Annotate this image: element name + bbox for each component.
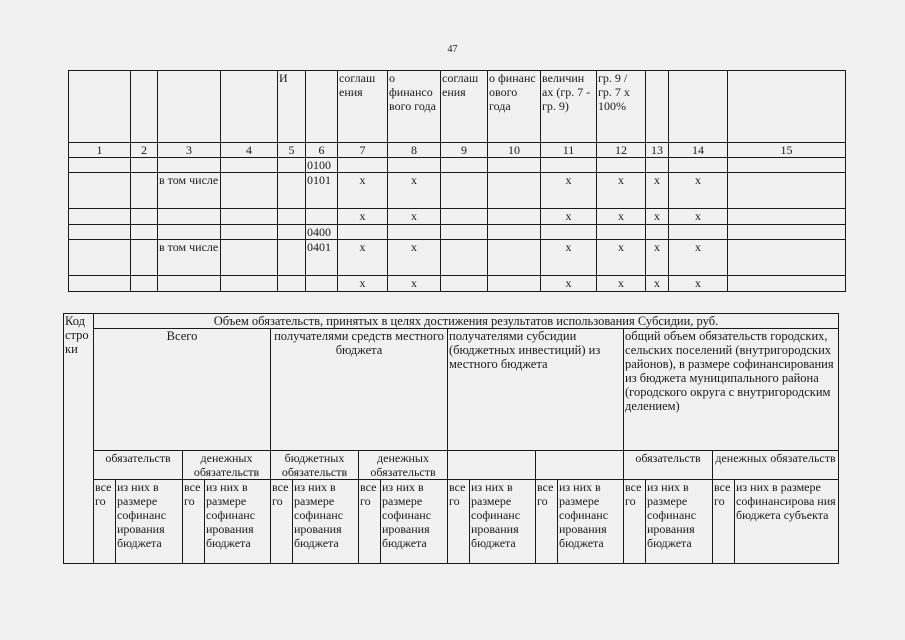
table-cell (278, 276, 306, 292)
table-cell (669, 158, 728, 173)
column-number: 3 (158, 143, 221, 158)
table-cell (488, 173, 541, 209)
page-number: 47 (447, 44, 458, 55)
table-cell: х (338, 240, 388, 276)
table-cell: х (646, 276, 669, 292)
table-cell (221, 225, 278, 240)
table-cell: х (669, 240, 728, 276)
table-cell (488, 276, 541, 292)
header-cell: гр. 9 / гр. 7 х 100% (597, 71, 646, 143)
leaf-header-all: все го (448, 480, 470, 564)
column-number: 2 (131, 143, 158, 158)
table-cell (488, 240, 541, 276)
table-cell (158, 209, 221, 225)
table-cell (646, 158, 669, 173)
table-cell (69, 209, 131, 225)
table-cell (441, 209, 488, 225)
table-cell (131, 240, 158, 276)
table-cell (597, 158, 646, 173)
header-cell (728, 71, 846, 143)
table-cell: 0100 (306, 158, 338, 173)
table-cell: х (646, 240, 669, 276)
table-cell (338, 158, 388, 173)
table-row (69, 225, 846, 240)
header-cell (131, 71, 158, 143)
table-cell: х (669, 209, 728, 225)
column-number: 6 (306, 143, 338, 158)
column-number: 12 (597, 143, 646, 158)
table-cell (597, 225, 646, 240)
table-cell (441, 225, 488, 240)
table-cell (158, 225, 221, 240)
table-cell (541, 225, 597, 240)
table-cell: х (541, 276, 597, 292)
table-title: Объем обязательств, принятых в целях достижения результатов использования Субсидии, руб. (94, 314, 839, 329)
subgroup-header (448, 451, 536, 480)
group-header-local-budget-recipients: получателями средств местного бюджета (271, 329, 448, 451)
table-cell: х (388, 173, 441, 209)
table-cell (728, 173, 846, 209)
header-cell (669, 71, 728, 143)
table-cell (278, 173, 306, 209)
table-cell (221, 209, 278, 225)
table-cell (728, 240, 846, 276)
table-cell: х (338, 276, 388, 292)
table-cell (441, 240, 488, 276)
group-header-subsidy-recipients: получателями субсидии (бюджетных инвестиций) из местного бюджета (448, 329, 624, 451)
table-cell: в том числе (158, 173, 221, 209)
table-cell (728, 225, 846, 240)
subgroup-header (536, 451, 624, 480)
header-cell: И (278, 71, 306, 143)
table-cell (306, 276, 338, 292)
table-cell (69, 173, 131, 209)
leaf-header-cofinancing: из них в размере софинанс ирования бюджета (381, 480, 448, 564)
table-cell: х (597, 209, 646, 225)
table-cell: х (646, 209, 669, 225)
table-cell: х (597, 173, 646, 209)
table-cell: х (597, 276, 646, 292)
table-cell (221, 158, 278, 173)
header-cell (646, 71, 669, 143)
leaf-header-all: все го (359, 480, 381, 564)
table-cell: х (597, 240, 646, 276)
table-cell (646, 225, 669, 240)
leaf-header-all: все го (624, 480, 646, 564)
table-row (69, 240, 846, 276)
column-number: 11 (541, 143, 597, 158)
table-cell (388, 158, 441, 173)
column-number: 15 (728, 143, 846, 158)
table-cell (131, 225, 158, 240)
header-cell: о финанс ового года (488, 71, 541, 143)
leaf-header-all: все го (713, 480, 735, 564)
column-number: 4 (221, 143, 278, 158)
leaf-header-all: все го (94, 480, 116, 564)
table-cell: х (669, 276, 728, 292)
table-cell: 0101 (306, 173, 338, 209)
leaf-header-cofinancing: из них в размере софинанс ирования бюджета (205, 480, 271, 564)
header-cell (158, 71, 221, 143)
table-cell: х (388, 276, 441, 292)
table-cell (221, 276, 278, 292)
column-number-row (69, 143, 846, 158)
table-cell (441, 158, 488, 173)
table-cell: в том числе (158, 240, 221, 276)
subgroup-header: денежных обязательств (183, 451, 271, 480)
table-cell: х (338, 209, 388, 225)
table-cell (488, 158, 541, 173)
table-cell (669, 225, 728, 240)
table-cell: 0400 (306, 225, 338, 240)
header-row (69, 71, 846, 143)
leaf-header-all: все го (536, 480, 558, 564)
header-cell (306, 71, 338, 143)
subgroup-header: денежных обязательств (359, 451, 448, 480)
table-cell (728, 158, 846, 173)
header-cell: величин ах (гр. 7 - гр. 9) (541, 71, 597, 143)
table-cell: х (388, 240, 441, 276)
table-cell (278, 240, 306, 276)
header-cell: соглаш ения (338, 71, 388, 143)
table-cell (278, 158, 306, 173)
column-number: 13 (646, 143, 669, 158)
table-cell (728, 276, 846, 292)
table-cell: 0401 (306, 240, 338, 276)
table-cell (69, 158, 131, 173)
table-cell (488, 209, 541, 225)
table-cell (338, 225, 388, 240)
table-cell: х (388, 209, 441, 225)
table-cell (131, 173, 158, 209)
header-cell (69, 71, 131, 143)
table-cell (388, 225, 441, 240)
column-number: 1 (69, 143, 131, 158)
column-number: 10 (488, 143, 541, 158)
column-number: 8 (388, 143, 441, 158)
table-cell (158, 276, 221, 292)
table-cell (158, 158, 221, 173)
table-cell: х (541, 240, 597, 276)
leaf-header-cofinancing: из них в размере софинанс ирования бюджета (646, 480, 713, 564)
subgroup-header: обязательств (624, 451, 713, 480)
subgroup-header: бюджетных обязательств (271, 451, 359, 480)
leaf-header-cofinancing: из них в размере софинанс ирования бюджета (558, 480, 624, 564)
obligations-table (63, 313, 839, 564)
table-cell: х (541, 209, 597, 225)
table-cell (69, 276, 131, 292)
table-cell (306, 209, 338, 225)
table-cell (221, 173, 278, 209)
leaf-header-cofinancing: из них в размере софинанс ирования бюджета (293, 480, 359, 564)
leaf-header-all: все го (271, 480, 293, 564)
table-row (69, 276, 846, 292)
column-number: 14 (669, 143, 728, 158)
table-row (69, 173, 846, 209)
subgroup-header: денежных обязательств (713, 451, 839, 480)
upper-table (68, 70, 846, 292)
table-row (69, 158, 846, 173)
column-number: 9 (441, 143, 488, 158)
table-cell (221, 240, 278, 276)
table-cell: х (669, 173, 728, 209)
table-cell (131, 158, 158, 173)
table-cell (131, 276, 158, 292)
subgroup-header: обязательств (94, 451, 183, 480)
leaf-header-cofinancing: из них в размере софинанс ирования бюджета (116, 480, 183, 564)
table-cell (441, 276, 488, 292)
group-header-total: Всего (94, 329, 271, 451)
leaf-header-cofinancing-subject: из них в размере софинансирова ния бюджета субъекта (735, 480, 839, 564)
table-cell (728, 209, 846, 225)
header-cell (221, 71, 278, 143)
header-cell: о финансо вого года (388, 71, 441, 143)
table-cell (441, 173, 488, 209)
leaf-header-all: все го (183, 480, 205, 564)
column-number: 5 (278, 143, 306, 158)
row-code-header: Код стро ки (64, 314, 94, 564)
table-cell (69, 225, 131, 240)
group-header-settlements-total: общий объем обязательств городских, сельских поселений (внутригородских районов), в размере софинансирования из бюджета муниципального района (городского округа с внутригородским делением) (624, 329, 839, 451)
table-cell (278, 225, 306, 240)
table-cell (131, 209, 158, 225)
table-cell (278, 209, 306, 225)
table-cell (541, 158, 597, 173)
leaf-header-cofinancing: из них в размере софинанс ирования бюджета (470, 480, 536, 564)
table-cell: х (541, 173, 597, 209)
column-number: 7 (338, 143, 388, 158)
table-row (69, 209, 846, 225)
table-cell: х (646, 173, 669, 209)
table-cell: х (338, 173, 388, 209)
table-cell (69, 240, 131, 276)
table-cell (488, 225, 541, 240)
header-cell: соглаш ения (441, 71, 488, 143)
